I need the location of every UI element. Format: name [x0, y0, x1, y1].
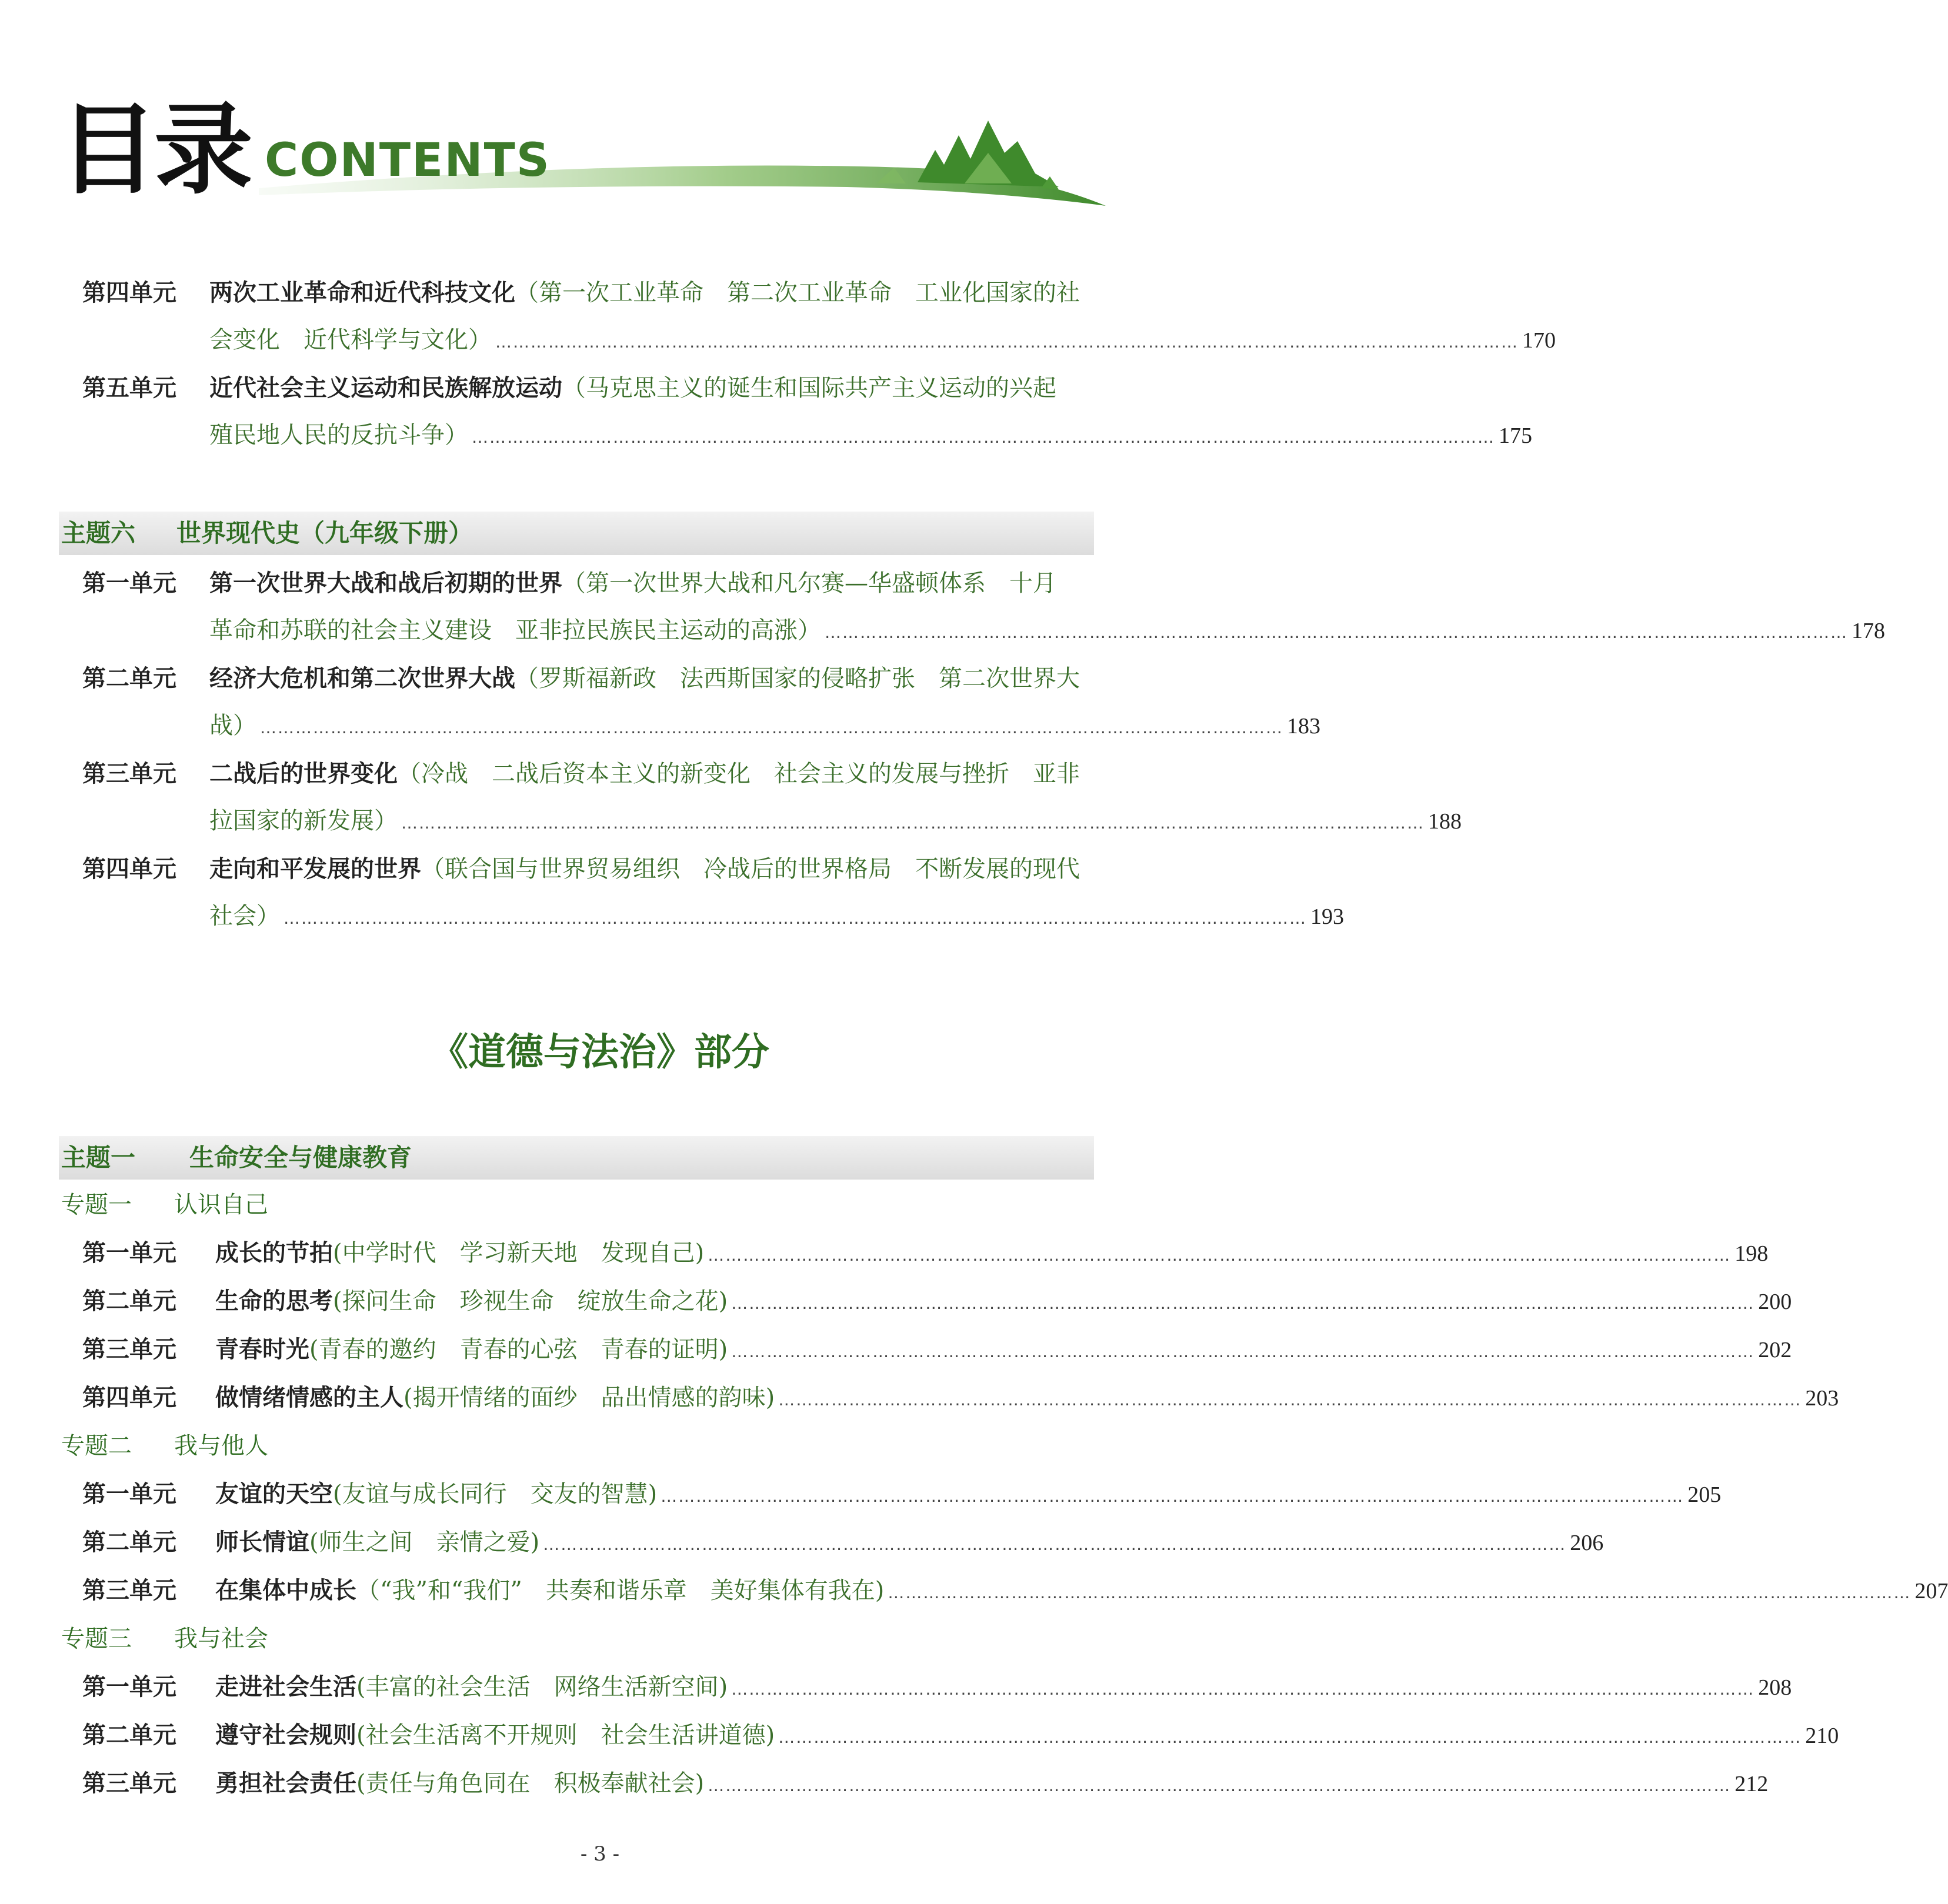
unit-label: 第三单元 [82, 1769, 176, 1797]
unit-label: 第一单元 [82, 1239, 176, 1267]
toc-row-topic3-unit3[interactable] [59, 1759, 1769, 1808]
title-english: CONTENTS [265, 134, 551, 187]
page-number: 202 [1758, 1338, 1792, 1362]
theme-title: 生命安全与健康教育 [189, 1143, 412, 1172]
topic-label: 专题三 [61, 1625, 132, 1652]
topic-label: 专题一 [61, 1191, 132, 1218]
theme-label: 主题六 [61, 519, 136, 547]
unit-title: 在集体中成长 [215, 1576, 356, 1604]
page-number: 212 [1734, 1772, 1769, 1796]
page-number: 183 [1287, 714, 1320, 739]
theme-bar-theme-six [59, 512, 1094, 555]
section-heading-moral-law: 《道德与法治》部分 [431, 1030, 769, 1074]
topic-heading-2 [59, 1422, 1094, 1470]
unit-title: 青春时光 [215, 1335, 309, 1363]
topic-title: 我与社会 [174, 1625, 268, 1652]
unit-label: 第三单元 [82, 1335, 176, 1363]
topic-label: 专题二 [61, 1432, 132, 1459]
page-number: 193 [1310, 904, 1344, 929]
unit-topics: （罗斯福新政 法西斯国家的侵略扩张 第二次世界大 [515, 665, 1080, 692]
leader-dots: ………………………………………………………………………………………………………………………………………………………… [708, 1245, 1732, 1265]
unit-title: 生命的思考 [215, 1287, 333, 1315]
theme-title: 世界现代史（九年级下册） [176, 519, 473, 547]
unit-label: 第一单元 [82, 1673, 176, 1701]
topic-title: 认识自己 [174, 1191, 268, 1218]
unit-label: 第二单元 [82, 1287, 176, 1315]
toc-row-topic1-unit1[interactable] [59, 1229, 1769, 1277]
unit-topics: (社会生活离不开规则 社会生活讲道德) [356, 1722, 775, 1749]
theme-label: 主题一 [61, 1143, 136, 1172]
unit-topics-cont: 革命和苏联的社会主义建设 亚非拉民族民主运动的高涨） [209, 617, 821, 644]
page-number: 170 [1522, 328, 1556, 353]
unit-topics: (友谊与成长同行 交友的智慧) [333, 1481, 658, 1508]
unit-label: 第五单元 [82, 374, 176, 402]
page-number: 207 [1914, 1579, 1948, 1604]
unit-topics: （第一次工业革命 第二次工业革命 工业化国家的社 [515, 279, 1080, 306]
unit-topics: (青春的邀约 青春的心弦 青春的证明) [309, 1336, 728, 1363]
topic-title: 我与他人 [174, 1432, 268, 1459]
leader-dots: ………………………………………………………………………………………………………………………………………………………… [778, 1728, 1802, 1747]
unit-title: 近代社会主义运动和民族解放运动 [209, 374, 562, 402]
unit-topics-cont: 战） [209, 712, 256, 739]
unit-label: 第二单元 [82, 664, 176, 692]
leader-dots: ………………………………………………………………………………………………………………………………………………………… [825, 623, 1848, 642]
unit-label: 第三单元 [82, 1576, 176, 1604]
unit-topics: （联合国与世界贸易组织 冷战后的世界格局 不断发展的现代 [421, 856, 1080, 883]
unit-label: 第二单元 [82, 1528, 176, 1556]
page-number: 208 [1758, 1675, 1792, 1700]
leader-dots: ………………………………………………………………………………………………………………………………………………………… [260, 718, 1283, 737]
leader-dots: ………………………………………………………………………………………………………………………………………………………… [495, 332, 1519, 352]
unit-topics: （“我”和“我们” 共奏和谐乐章 美好集体有我在) [356, 1577, 885, 1604]
toc-row-topic3-unit1[interactable] [59, 1663, 1792, 1711]
unit-topics: （冷战 二战后资本主义的新变化 社会主义的发展与挫折 亚非 [398, 760, 1080, 787]
toc-row-topic2-unit1[interactable] [59, 1470, 1722, 1518]
title-chinese: 目录 [59, 92, 249, 208]
unit-title: 友谊的天空 [215, 1480, 333, 1508]
page-number: 210 [1805, 1723, 1839, 1748]
unit-label: 第四单元 [82, 279, 176, 306]
page-number: 178 [1852, 619, 1885, 643]
unit-topics: (中学时代 学习新天地 发现自己) [333, 1240, 705, 1267]
unit-topics: (责任与角色同在 积极奉献社会) [356, 1770, 705, 1797]
leader-dots: ………………………………………………………………………………………………………………………………………………………… [283, 908, 1307, 928]
unit-title: 师长情谊 [215, 1528, 309, 1556]
unit-topics: (丰富的社会生活 网络生活新空间) [356, 1673, 728, 1701]
unit-label: 第四单元 [82, 855, 176, 883]
page-number: 200 [1758, 1290, 1792, 1314]
leader-dots: ………………………………………………………………………………………………………………………………………………………… [731, 1294, 1755, 1313]
toc-row-topic1-unit2[interactable] [59, 1277, 1792, 1325]
page-number: 188 [1428, 809, 1462, 834]
leader-dots: ………………………………………………………………………………………………………………………………………………………… [888, 1583, 1912, 1602]
leader-dots: ………………………………………………………………………………………………………………………………………………………… [708, 1776, 1732, 1795]
page-number: 198 [1734, 1241, 1769, 1266]
topic-heading-3 [59, 1615, 1094, 1663]
leader-dots: ………………………………………………………………………………………………………………………………………………………… [661, 1487, 1685, 1506]
unit-title: 走进社会生活 [215, 1673, 356, 1701]
unit-title: 第一次世界大战和战后初期的世界 [209, 569, 562, 597]
unit-topics: (揭开情绪的面纱 品出情感的韵味) [403, 1384, 775, 1411]
unit-title: 经济大危机和第二次世界大战 [209, 664, 515, 692]
leader-dots: ………………………………………………………………………………………………………………………………………………………… [731, 1342, 1755, 1361]
toc-header [59, 94, 1106, 206]
unit-label: 第四单元 [82, 1384, 176, 1411]
leader-dots: ………………………………………………………………………………………………………………………………………………………… [778, 1390, 1802, 1409]
leader-dots: ………………………………………………………………………………………………………………………………………………………… [731, 1679, 1755, 1699]
unit-topics: （第一次世界大战和凡尔赛—华盛顿体系 十月 [562, 570, 1056, 597]
unit-topics: (师生之间 亲情之爱) [309, 1529, 540, 1556]
page-footer-number: - 3 - [580, 1842, 620, 1866]
unit-title: 二战后的世界变化 [209, 760, 398, 787]
leader-dots: ………………………………………………………………………………………………………………………………………………………… [472, 427, 1495, 447]
theme-bar-theme-one [59, 1136, 1094, 1180]
toc-row-topic1-unit4[interactable] [59, 1374, 1839, 1422]
unit-topics-cont: 殖民地人民的反抗斗争） [209, 422, 468, 449]
leader-dots: ………………………………………………………………………………………………………………………………………………………… [401, 813, 1425, 833]
page-number: 205 [1687, 1482, 1722, 1507]
toc-row-topic2-unit3[interactable] [59, 1566, 1948, 1615]
unit-label: 第三单元 [82, 760, 176, 787]
unit-label: 第一单元 [82, 569, 176, 597]
unit-title: 勇担社会责任 [215, 1769, 356, 1797]
unit-label: 第一单元 [82, 1480, 176, 1508]
unit-title: 做情绪情感的主人 [215, 1384, 403, 1411]
unit-topics: （马克思主义的诞生和国际共产主义运动的兴起 [562, 375, 1056, 402]
unit-title: 成长的节拍 [215, 1239, 333, 1267]
unit-title: 走向和平发展的世界 [209, 855, 421, 883]
toc-row-topic3-unit2[interactable] [59, 1711, 1839, 1759]
unit-topics-cont: 会变化 近代科学与文化） [209, 326, 492, 353]
unit-title: 两次工业革命和近代科技文化 [209, 279, 515, 306]
unit-topics-cont: 社会） [209, 903, 280, 930]
leader-dots: ………………………………………………………………………………………………………………………………………………………… [543, 1535, 1567, 1554]
unit-topics: (探问生命 珍视生命 绽放生命之花) [333, 1288, 728, 1315]
unit-label: 第二单元 [82, 1721, 176, 1749]
page-number: 206 [1570, 1531, 1604, 1555]
topic-heading-1 [59, 1181, 1094, 1229]
unit-title: 遵守社会规则 [215, 1721, 356, 1749]
unit-topics-cont: 拉国家的新发展） [209, 807, 398, 834]
toc-row-topic2-unit2[interactable] [59, 1518, 1604, 1566]
toc-row-topic1-unit3[interactable] [59, 1325, 1792, 1374]
page-number: 175 [1499, 423, 1532, 448]
page-number: 203 [1805, 1386, 1839, 1411]
